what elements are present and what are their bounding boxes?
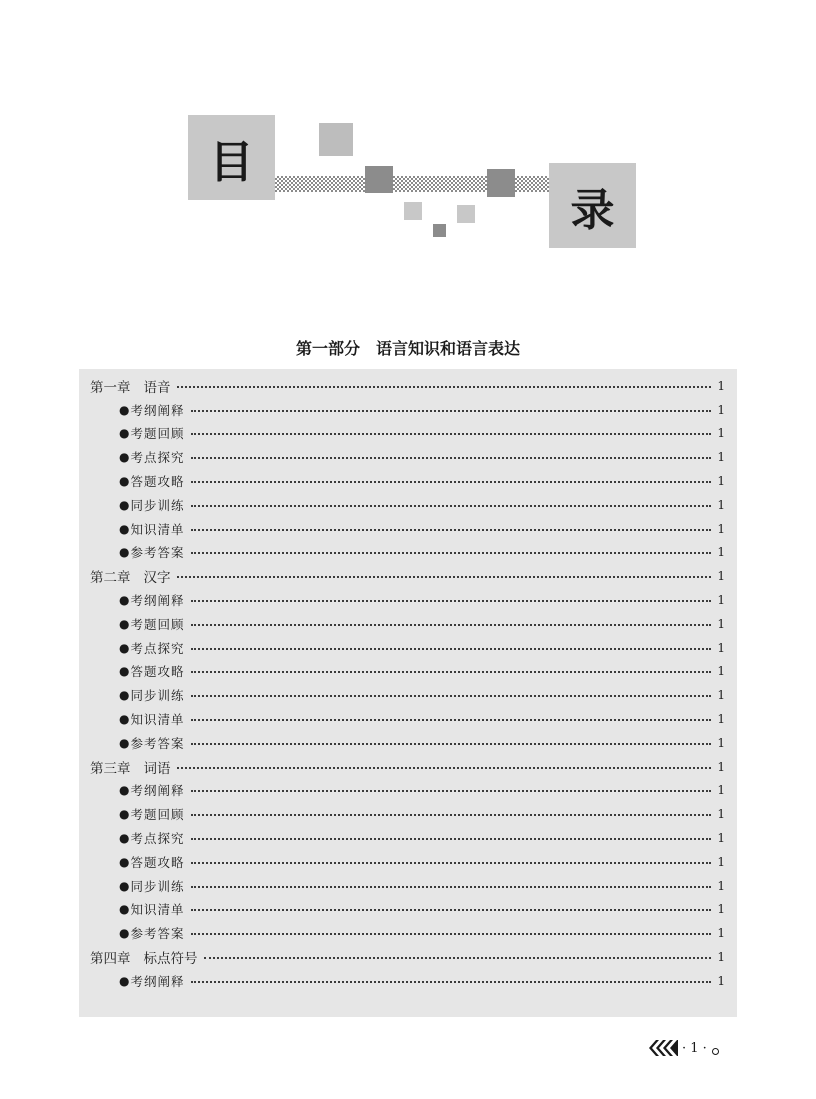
bullet-icon: ●	[119, 545, 130, 560]
chapter-number: 第四章	[90, 951, 131, 968]
section-title: 答题攻略	[130, 664, 185, 680]
dot-leader	[191, 695, 712, 697]
section-title: 同步训练	[130, 688, 185, 704]
section-title: 同步训练	[130, 497, 185, 513]
toc-section-row[interactable]	[79, 707, 737, 731]
toc-chapter-row[interactable]	[79, 945, 737, 969]
dot-leader	[191, 671, 712, 673]
page-ref: 1	[717, 854, 725, 869]
toc-section-row[interactable]	[79, 469, 737, 493]
page-ref: 1	[717, 497, 725, 512]
toc-section-row[interactable]	[79, 826, 737, 850]
page-ref: 1	[717, 926, 725, 941]
page-ref: 1	[717, 521, 725, 536]
page-ref: 1	[717, 640, 725, 655]
page-ref: 1	[717, 950, 725, 965]
part-title: 第一部分 语言知识和语言表达	[295, 339, 520, 358]
bullet-icon: ●	[119, 474, 130, 489]
toc-section-row[interactable]	[79, 517, 737, 541]
chapter-title: 标点符号	[143, 951, 198, 968]
toc-chapter-row[interactable]	[79, 374, 737, 398]
section-title: 考纲阐释	[130, 973, 185, 989]
page-ref: 1	[717, 735, 725, 750]
section-title: 考纲阐释	[130, 402, 185, 418]
chapter-title: 语音	[143, 379, 171, 396]
section-title: 答题攻略	[130, 854, 185, 870]
deco-square	[319, 123, 353, 156]
page-footer	[648, 1038, 743, 1058]
bullet-icon: ●	[119, 878, 130, 893]
bullet-icon: ●	[119, 807, 130, 822]
dot-leader	[191, 743, 712, 745]
toc-section-row[interactable]	[79, 493, 737, 517]
section-title: 参考答案	[130, 926, 185, 942]
bullet-icon: ●	[119, 521, 130, 536]
toc-section-row[interactable]	[79, 874, 737, 898]
page-ref: 1	[717, 402, 725, 417]
chevron-left-triple-icon	[648, 1038, 678, 1058]
dot-leader	[191, 933, 712, 935]
toc-section-row[interactable]	[79, 398, 737, 422]
toc-section-row[interactable]	[79, 802, 737, 826]
page-ref: 1	[717, 616, 725, 631]
chapter-number: 第一章	[90, 379, 131, 396]
section-title: 参考答案	[130, 545, 185, 561]
dot-leader	[191, 433, 712, 435]
dot-leader	[191, 505, 712, 507]
section-title: 考题回顾	[130, 426, 185, 442]
section-title: 参考答案	[130, 735, 185, 751]
dot-leader	[191, 552, 712, 554]
bullet-icon: ●	[119, 616, 130, 631]
deco-square	[487, 169, 515, 197]
toc-panel	[79, 369, 737, 1017]
dot-leader	[191, 600, 712, 602]
section-title: 考题回顾	[130, 616, 185, 632]
dot-leader	[191, 790, 712, 792]
bullet-icon: ●	[119, 426, 130, 441]
title-box-lu	[549, 163, 636, 248]
section-title: 答题攻略	[130, 474, 185, 490]
page-ref: 1	[717, 474, 725, 489]
page-ref: 1	[717, 378, 725, 393]
section-title: 考点探究	[130, 640, 185, 656]
page-ref: 1	[717, 831, 725, 846]
section-title: 考纲阐释	[130, 593, 185, 609]
toc-section-row[interactable]	[79, 898, 737, 922]
bullet-icon: ●	[119, 926, 130, 941]
dot-leader	[191, 529, 712, 531]
bullet-icon: ●	[119, 854, 130, 869]
page-ref: 1	[717, 878, 725, 893]
toc-section-row[interactable]	[79, 969, 737, 993]
dot-leader	[191, 814, 712, 816]
chapter-number: 第二章	[90, 570, 131, 587]
dot-leader	[191, 481, 712, 483]
toc-section-row[interactable]	[79, 445, 737, 469]
bullet-icon: ●	[119, 688, 130, 703]
section-title: 考题回顾	[130, 807, 185, 823]
section-title: 考点探究	[130, 450, 185, 466]
dot-leader	[191, 981, 712, 983]
dot-leader	[191, 909, 712, 911]
toc-chapter-row[interactable]	[79, 755, 737, 779]
section-title: 知识清单	[130, 902, 185, 918]
dot-leader	[191, 457, 712, 459]
section-title: 考纲阐释	[130, 783, 185, 799]
page-ref: 1	[717, 593, 725, 608]
page-ref: 1	[717, 450, 725, 465]
page-ref: 1	[717, 426, 725, 441]
dot-leader	[177, 576, 712, 578]
circle-icon	[712, 1048, 719, 1055]
dot-leader	[191, 624, 712, 626]
bullet-icon: ●	[119, 450, 130, 465]
deco-square	[433, 224, 446, 237]
bullet-icon: ●	[119, 640, 130, 655]
dot-leader	[191, 648, 712, 650]
toc-section-row[interactable]	[79, 850, 737, 874]
title-box-mu	[188, 115, 275, 200]
bullet-icon: ●	[119, 783, 130, 798]
bullet-icon: ●	[119, 497, 130, 512]
page-ref: 1	[717, 973, 725, 988]
toc-chapter-row[interactable]	[79, 564, 737, 588]
toc-section-row[interactable]	[79, 636, 737, 660]
dot-leader	[177, 767, 712, 769]
page-ref: 1	[717, 688, 725, 703]
page-ref: 1	[717, 712, 725, 727]
section-title: 考点探究	[130, 831, 185, 847]
toc-section-row[interactable]	[79, 588, 737, 612]
page-ref: 1	[717, 664, 725, 679]
bullet-icon: ●	[119, 712, 130, 727]
toc-section-row[interactable]	[79, 779, 737, 803]
chapter-number: 第三章	[90, 760, 131, 777]
dot-leader	[204, 957, 712, 959]
title-char-lu: 录	[570, 184, 615, 236]
toc-section-row[interactable]	[79, 921, 737, 945]
deco-square	[365, 166, 393, 193]
bullet-icon: ●	[119, 664, 130, 679]
dot-leader	[191, 410, 712, 412]
toc-list	[79, 374, 737, 993]
bullet-icon: ●	[119, 831, 130, 846]
section-title: 知识清单	[130, 712, 185, 728]
chapter-title: 汉字	[143, 570, 171, 587]
section-title: 知识清单	[130, 521, 185, 537]
dot-leader	[191, 838, 712, 840]
bullet-icon: ●	[119, 593, 130, 608]
page-ref: 1	[717, 902, 725, 917]
page-number: · 1 ·	[682, 1040, 707, 1056]
page-ref: 1	[717, 783, 725, 798]
deco-square	[404, 202, 422, 220]
toc-section-row[interactable]	[79, 660, 737, 684]
chapter-title: 词语	[143, 760, 171, 777]
bullet-icon: ●	[119, 902, 130, 917]
bullet-icon: ●	[119, 735, 130, 750]
deco-square	[457, 205, 475, 223]
toc-section-row[interactable]	[79, 731, 737, 755]
dot-leader	[191, 862, 712, 864]
toc-section-row[interactable]	[79, 683, 737, 707]
bullet-icon: ●	[119, 973, 130, 988]
title-char-mu: 目	[209, 136, 254, 188]
dot-leader	[191, 719, 712, 721]
toc-section-row[interactable]	[79, 612, 737, 636]
bullet-icon: ●	[119, 402, 130, 417]
page-ref: 1	[717, 759, 725, 774]
toc-section-row[interactable]	[79, 422, 737, 446]
section-title: 同步训练	[130, 878, 185, 894]
page-ref: 1	[717, 569, 725, 584]
dot-leader	[177, 386, 712, 388]
dot-leader	[191, 886, 712, 888]
toc-header-graphic	[0, 0, 816, 280]
page-ref: 1	[717, 545, 725, 560]
page-ref: 1	[717, 807, 725, 822]
toc-section-row[interactable]	[79, 541, 737, 565]
